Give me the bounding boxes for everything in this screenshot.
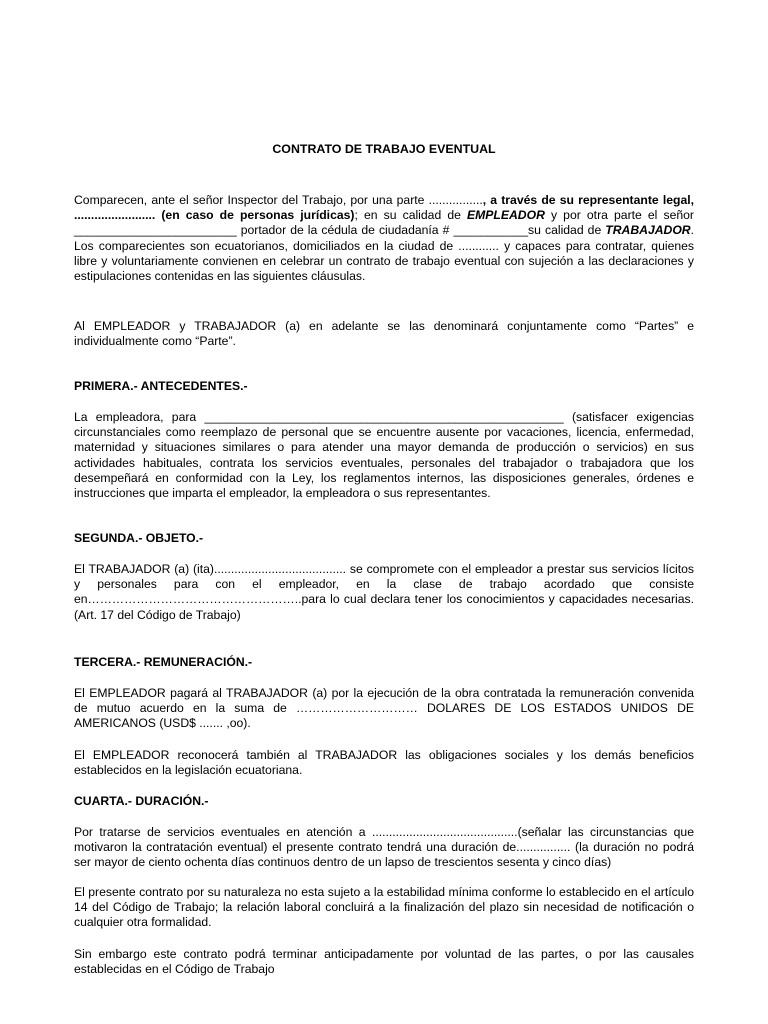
partes-paragraph: Al EMPLEADOR y TRABAJADOR (a) en adelante se las denominará conjuntamente como “Partes” e individualmente como “Parte”. (74, 319, 694, 349)
cuarta-text-1: Por tratarse de servicios eventuales en atención a ...........................................(señalar las circunstancias que motivaron la contratación eventual) el presente contrato tendrá una duración de................ (la duración no podrá ser mayor de ciento ochenta días continuos dentro de un lapso de trescientos sesenta y cinco días) (74, 825, 694, 870)
tercera-text-2: El EMPLEADOR reconocerá también al TRABAJADOR las obligaciones sociales y los demás beneficios establecidos en la legislación ecuatoriana. (74, 748, 694, 778)
intro-text-8: . Los comparecientes son ecuatorianos, domiciliados en la ciudad de ............ y capaces para contratar, quienes libre y voluntariamente convienen en celebrar un contrato de trabajo eventual con sujeción a las declaraciones y estipulaciones contenidas en las siguientes cláusulas. (74, 223, 694, 284)
intro-text-4: ; en su calidad de (354, 208, 467, 223)
intro-paragraph (74, 193, 694, 284)
intro-text-3: ........................ (en caso de personas jurídicas) (74, 208, 355, 223)
primera-text: La empleadora, para _____________________________________________________ (satisfacer exigencias circunstanciales como reemplazo de personal que se encuentre ausente por vacaciones, licencia, enfermedad, maternidad y situaciones similares o para atender una mayor demanda de producción o servicios) en sus actividades habituales, contrata los servicios eventuales, personales del trabajador o trabajadora que los desempeñará en conformidad con la Ley, los reglamentos internos, las disposiciones generales, órdenes e instrucciones que imparta el empleador, la empleadora o sus representantes. (74, 410, 694, 501)
cuarta-text-3: Sin embargo este contrato podrá terminar anticipadamente por voluntad de las partes, o por las causales establecidas en el Código de Trabajo (74, 947, 694, 977)
intro-text-2: , a través de su representante legal, (482, 193, 694, 207)
intro-trabajador: TRABAJADOR (605, 223, 691, 238)
cuarta-text-2: El presente contrato por su naturaleza no esta sujeto a la estabilidad mínima conforme lo establecido en el artículo 14 del Código de Trabajo; la relación laboral concluirá a la finalización del plazo sin necesidad de notificación o cualquier otra formalidad. (74, 885, 694, 930)
intro-empleador: EMPLEADOR (467, 208, 545, 223)
intro-text-6: y por otra parte el señor ________________________ portador de la cédula de ciudadanía # ___________su calidad de (74, 208, 694, 238)
tercera-text-1: El EMPLEADOR pagará al TRABAJADOR (a) por la ejecución de la obra contratada la remuneración convenida de mutuo acuerdo en la suma de ………………………… DOLARES DE LOS ESTADOS UNIDOS DE AMERICANOS (USD$ ....... ,oo). (74, 686, 694, 731)
segunda-text: El TRABAJADOR (a) (ita)....................................... se compromete con el empleador a prestar sus servicios lícitos y personales para con el empleador, en la clase de trabajo acordado que consiste en……………………………………………..para lo cual declara tener los conocimientos y capacidades necesarias. (Art. 17 del Código de Trabajo) (74, 562, 694, 622)
intro-text-1: Comparecen, ante el señor Inspector del Trabajo, por una parte ................ (74, 193, 483, 207)
cuarta-heading: CUARTA.- DURACIÓN.- (74, 794, 209, 808)
segunda-heading: SEGUNDA.- OBJETO.- (74, 531, 204, 545)
tercera-heading: TERCERA.- REMUNERACIÓN.- (74, 655, 253, 669)
primera-heading: PRIMERA.- ANTECEDENTES.- (74, 379, 248, 393)
document-title: CONTRATO DE TRABAJO EVENTUAL (272, 142, 496, 156)
